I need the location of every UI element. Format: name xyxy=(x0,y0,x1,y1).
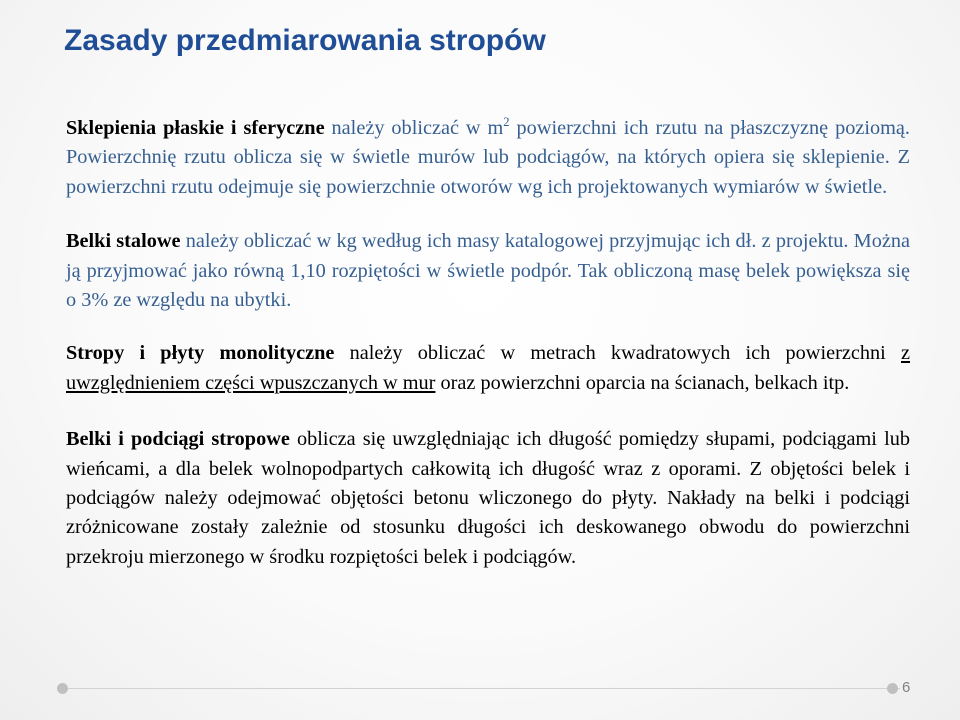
paragraph-text: oraz powierzchni oparcia na ścianach, belkach itp. xyxy=(435,371,850,394)
paragraph-text: powierzchni ich rzutu na płaszczyznę poziomą. Powierzchnię rzutu oblicza się w świetle murów lub podciągów, na których opiera się sklepienie. Z powierzchni rzutu odejmuje się powierzchnie otworów wg ich projektowanych wymiarów w świetle. xyxy=(66,117,910,198)
page-number: 6 xyxy=(902,679,911,696)
slide-title: Zasady przedmiarowania stropów xyxy=(64,24,546,57)
paragraph-lead: Belki i podciągi stropowe xyxy=(66,428,290,451)
underlined-text: z uwzględnieniem części wpuszczanych w mur xyxy=(66,342,911,394)
paragraph-text: należy obliczać w m xyxy=(324,117,504,139)
paragraph-lead: Stropy i płyty monolityczne xyxy=(66,342,335,365)
footer-dot-right-icon xyxy=(887,683,898,694)
paragraph-belki-stalowe xyxy=(66,227,910,315)
paragraph-text: należy obliczać w metrach kwadratowych ich powierzchni xyxy=(334,342,901,365)
paragraph-text: należy obliczać w kg według ich masy katalogowej przyjmując ich dł. z projektu. Można ją przyjmować jako równą 1,10 rozpiętości w świetle podpór. Tak obliczoną masę belek powiększa się o 3% ze względu na ubytki. xyxy=(66,230,910,312)
footer-divider xyxy=(60,688,900,689)
paragraph-stropy-plyty xyxy=(66,339,910,398)
footer-dot-left-icon xyxy=(57,683,68,694)
paragraph-lead: Sklepienia płaskie i sferyczne xyxy=(66,117,325,139)
paragraph-text: oblicza się uwzględniając ich długość pomiędzy słupami, podciągami lub wieńcami, a dla belek wolnopodpartych całkowitą ich długość wraz z oporami. Z objętości belek i podciągów należy odejmować objętości betonu wliczonego do płyty. Nakłady na belki i podciągi zróżnicowane zostały zależnie od stosunku długości ich deskowanego obwodu do powierzchni przekroju mierzonego w środku rozpiętości belek i podciągów. xyxy=(66,428,910,568)
paragraph-sklepienia xyxy=(66,114,910,202)
paragraph-lead: Belki stalowe xyxy=(66,230,181,253)
paragraph-belki-podciagi xyxy=(66,425,910,572)
slide-content xyxy=(66,114,910,597)
superscript: 2 xyxy=(503,115,510,130)
